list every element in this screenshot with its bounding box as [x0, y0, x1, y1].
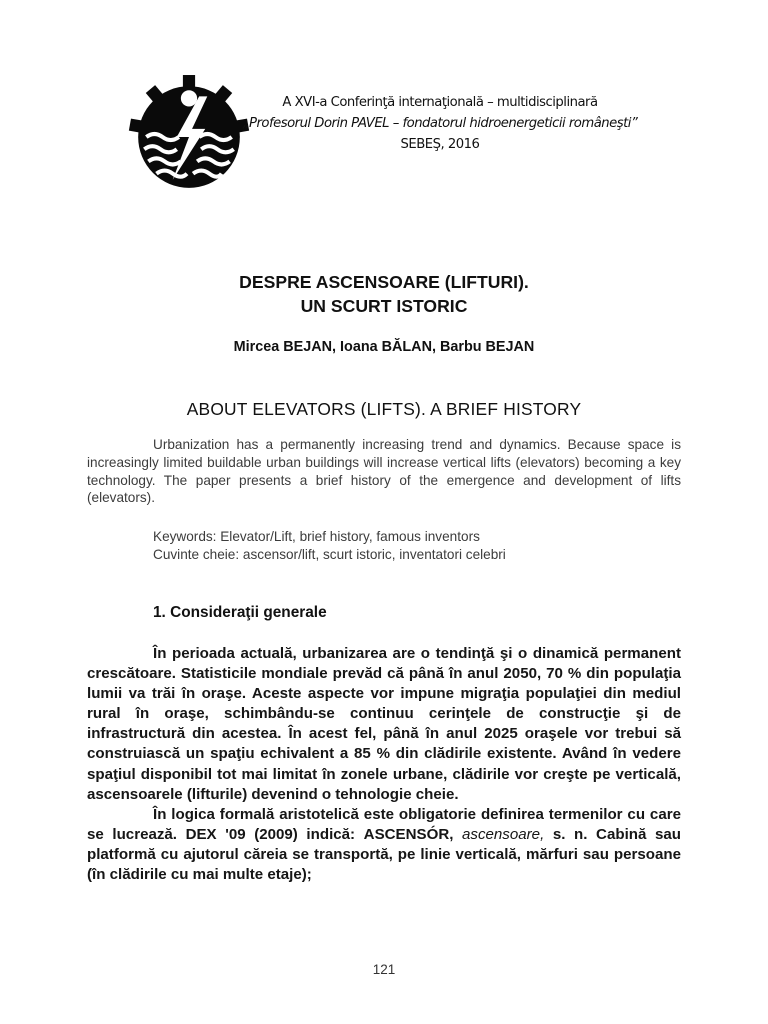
paper-title-line-2: UN SCURT ISTORIC	[300, 296, 468, 316]
paper-title-line-1: DESPRE ASCENSOARE (LIFTURI).	[239, 272, 529, 292]
dictionary-definition: s. n. Cabină sau platformă cu ajutorul căreia se transportă, pe linie verticală, mărfuri sau persoane (în clădirile cu mai multe etaje);	[87, 825, 681, 884]
keywords-romanian: Cuvinte cheie: ascensor/lift, scurt istoric, inventatori celebri	[153, 546, 506, 562]
paragraph-2	[87, 805, 681, 885]
english-title: ABOUT ELEVATORS (LIFTS). A BRIEF HISTORY	[186, 399, 582, 419]
conference-logo	[128, 74, 250, 196]
conference-header	[240, 92, 640, 155]
section-heading: 1. Consideraţii generale	[153, 604, 327, 621]
authors: Mircea BEJAN, Ioana BĂLAN, Barbu BEJAN	[233, 339, 535, 355]
paragraph-1: În perioada actuală, urbanizarea are o tendinţă şi o dinamică permanent crescătoare. Statisticile mondiale prevăd că până în anul 2050, 70 % din populaţia lumii va trăi în oraşe. Aceste aspecte vor impune migraţia populaţiei din mediul rural în oraşe, schimbându-se continuu cerinţele de construcţie şi de infrastructură din acestea. În acest fel, până în anul 2025 oraşele vor trebui să construiască un spaţiu echivalent a 85 % din clădirile existente. Având în vedere spaţiul disponibil tot mai limitat în zonele urbane, clădirile vor creşte pe verticală, ascensoarele (lifturile) devenind o tehnologie cheie.	[87, 645, 681, 803]
conference-subtitle: „Profesorul Dorin PAVEL – fondatorul hidroenergeticii româneşti”	[242, 116, 638, 131]
abstract	[87, 436, 681, 507]
conference-location-year: SEBEŞ, 2016	[400, 137, 480, 152]
paragraph-2-intro: În logica formală aristotelică este obligatorie definirea termenilor cu care se lucrează. DEX '09 (2009) indică:	[87, 805, 681, 843]
paper-title	[84, 270, 684, 318]
conference-name: A XVI-a Conferinţă internaţională – multidisciplinară	[282, 95, 598, 110]
keywords-english: Keywords: Elevator/Lift, brief history, famous inventors	[153, 529, 480, 544]
body-text	[87, 644, 681, 885]
dictionary-term: ASCENSÓR,	[363, 825, 454, 843]
page-number: 121	[372, 962, 396, 977]
keywords	[153, 528, 506, 564]
dictionary-plural: ascensoare,	[462, 825, 545, 843]
abstract-text: Urbanization has a permanently increasing trend and dynamics. Because space is increasingly limited buildable urban buildings will increase vertical lifts (elevators) becoming a key technology. The paper presents a brief history of the emergence and development of lifts (elevators).	[87, 437, 681, 506]
